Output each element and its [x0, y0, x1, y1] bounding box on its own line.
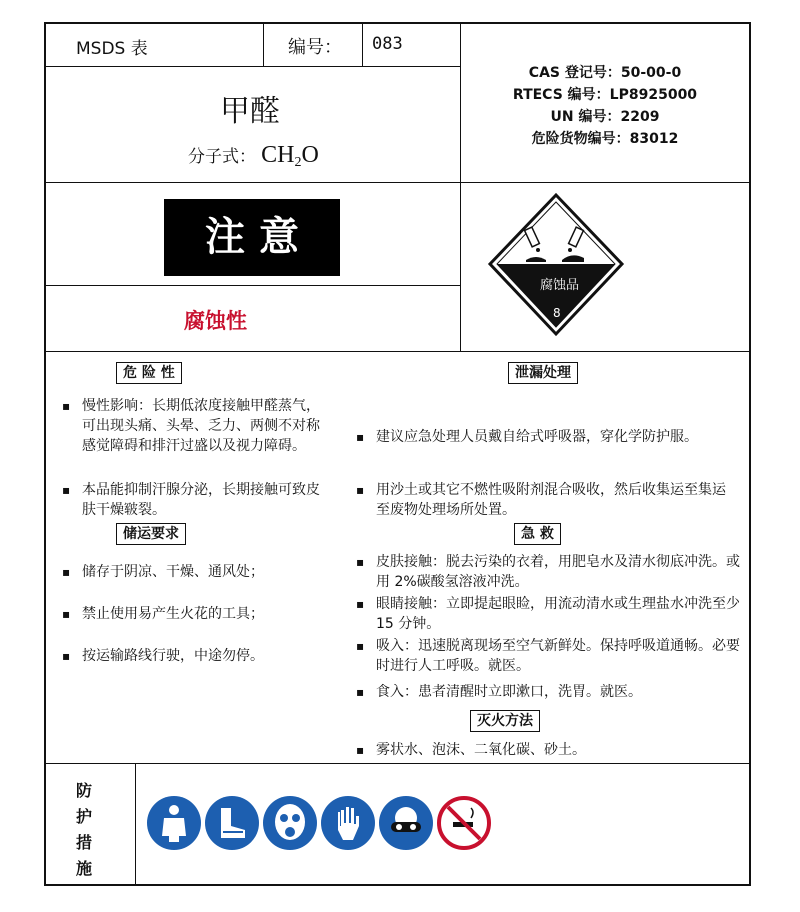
first-aid-item-2: ▪ 眼睛接触：立即提起眼睑，用流动清水或生理盐水冲洗至少 15 分钟。: [356, 596, 740, 632]
rtecs-number: RTECS 编号：LP8925000: [512, 87, 698, 103]
hazard-class: 腐蚀性: [184, 309, 247, 333]
hazard-item-1: ▪ 慢性影响：长期低浓度接触甲醛蒸气，可出现头痛、头晕、乏力、两侧不对称感觉障碍和排汗过盛以及视力障碍。: [62, 398, 320, 454]
formula-sub: 2: [294, 155, 302, 171]
storage-item-1: ▪ 储存于阴凉、干燥、通风处；: [62, 564, 264, 580]
bullet-icon: ▪: [356, 430, 365, 444]
divider-header-v1: [263, 22, 264, 67]
fire-title: 灭火方法: [470, 710, 540, 732]
protection-label: 防护措施: [76, 781, 93, 878]
id-block: [470, 62, 740, 150]
spill-item-1: ▪ 建议应急处理人员戴自给式呼吸器，穿化学防护服。: [356, 429, 698, 445]
divider-row-5: [44, 763, 751, 764]
bullet-icon: ▪: [62, 483, 71, 497]
protective-suit-icon: [147, 796, 201, 850]
formula-end: O: [301, 142, 319, 168]
dangerous-goods-number: 危险货物编号：83012: [531, 131, 679, 147]
cas-number: CAS 登记号：50-00-0: [528, 65, 682, 81]
storage-item-3: ▪ 按运输路线行驶，中途勿停。: [62, 648, 264, 664]
bullet-icon: ▪: [62, 399, 71, 413]
spill-title: 泄漏处理: [508, 362, 578, 384]
pictogram-number: 8: [553, 306, 561, 320]
storage-item-2: ▪ 禁止使用易产生火花的工具；: [62, 606, 264, 622]
formula-label: 分子式：: [188, 147, 256, 167]
gloves-icon: [321, 796, 375, 850]
first-aid-item-4: ▪ 食入：患者清醒时立即漱口，洗胃。就医。: [356, 684, 642, 700]
goggles-icon: [379, 796, 433, 850]
signal-word: 注 意: [205, 214, 299, 260]
first-aid-item-3: ▪ 吸入：迅速脱离现场至空气新鲜处。保持呼吸道通畅。必要时进行人工呼吸。就医。: [356, 638, 740, 674]
bullet-icon: ▪: [356, 555, 365, 569]
divider-col-top: [460, 22, 461, 352]
formula-main: CH: [261, 142, 295, 168]
form-label: MSDS 表: [76, 39, 148, 59]
safety-boots-icon: [205, 796, 259, 850]
bullet-icon: ▪: [62, 649, 71, 663]
divider-row-2: [44, 182, 751, 183]
frame-right: [749, 22, 751, 886]
bullet-icon: ▪: [356, 685, 365, 699]
storage-title: 储运要求: [116, 523, 186, 545]
bullet-icon: ▪: [356, 639, 365, 653]
divider-header-v2: [362, 22, 363, 67]
spill-item-2: ▪ 用沙土或其它不燃性吸附剂混合吸收，然后收集运至集运至废物处理场所处置。: [356, 482, 726, 518]
pictogram-label: 腐蚀品: [540, 278, 580, 293]
no-smoking-icon: [437, 796, 491, 850]
fire-item-1: ▪ 雾状水、泡沫、二氧化碳、砂土。: [356, 742, 586, 758]
hazard-item-2: ▪ 本品能抑制汗腺分泌，长期接触可致皮肤干燥皲裂。: [62, 482, 320, 518]
first-aid-title: 急 救: [514, 523, 561, 545]
divider-row-3: [44, 285, 460, 286]
number-value: 083: [372, 34, 403, 54]
first-aid-item-1: ▪ 皮肤接触：脱去污染的衣着，用肥皂水及清水彻底冲洗。或用 2%碳酸氢溶液冲洗。: [356, 554, 740, 590]
bullet-icon: ▪: [62, 565, 71, 579]
bullet-icon: ▪: [62, 607, 71, 621]
frame-left: [44, 22, 46, 886]
number-label: 编号：: [288, 37, 342, 58]
frame-top: [44, 22, 751, 24]
hazards-title: 危 险 性: [116, 362, 182, 384]
divider-row-4: [44, 351, 751, 352]
bullet-icon: ▪: [356, 597, 365, 611]
bullet-icon: ▪: [356, 483, 365, 497]
un-number: UN 编号：2209: [550, 109, 660, 125]
formula: [188, 142, 319, 171]
divider-header: [44, 66, 460, 67]
chemical-name: 甲醛: [220, 94, 280, 129]
divider-protection: [135, 763, 136, 885]
gas-mask-icon: [263, 796, 317, 850]
bullet-icon: ▪: [356, 743, 365, 757]
frame-bottom: [44, 884, 751, 886]
